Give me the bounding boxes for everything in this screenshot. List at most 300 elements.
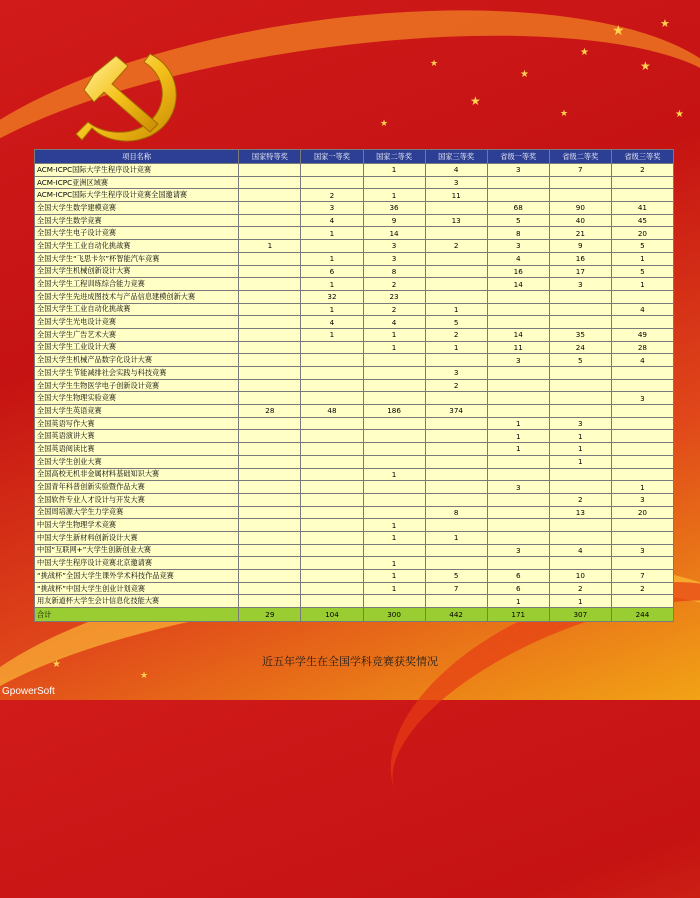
award-count-cell: 1: [301, 303, 363, 316]
award-count-cell: 2: [611, 582, 673, 595]
table-row: [35, 265, 674, 278]
award-count-cell: 6: [301, 265, 363, 278]
competition-name-cell: 全国大学生数学建模竞赛: [35, 202, 239, 215]
award-count-cell: 41: [611, 202, 673, 215]
award-count-cell: 1: [425, 303, 487, 316]
award-count-cell: 1: [301, 328, 363, 341]
column-header: 省级一等奖: [487, 150, 549, 164]
award-count-cell: [239, 468, 301, 481]
award-count-cell: 10: [549, 570, 611, 583]
award-count-cell: [549, 519, 611, 532]
table-row: [35, 341, 674, 354]
table-row: [35, 328, 674, 341]
total-cell: 29: [239, 608, 301, 622]
award-count-cell: 14: [487, 278, 549, 291]
award-count-cell: [549, 557, 611, 570]
award-count-cell: 2: [425, 328, 487, 341]
award-count-cell: 1: [549, 443, 611, 456]
award-count-cell: 1: [549, 455, 611, 468]
award-count-cell: [301, 367, 363, 380]
table-row: [35, 595, 674, 608]
award-count-cell: [239, 164, 301, 177]
award-count-cell: [301, 392, 363, 405]
award-count-cell: [611, 379, 673, 392]
award-count-cell: 8: [425, 506, 487, 519]
competition-name-cell: 中国大学生新材料创新设计大赛: [35, 531, 239, 544]
award-count-cell: 4: [301, 214, 363, 227]
award-count-cell: 14: [363, 227, 425, 240]
award-count-cell: 1: [301, 278, 363, 291]
competition-name-cell: 全国大学生工业自动化挑战赛: [35, 240, 239, 253]
award-count-cell: 9: [549, 240, 611, 253]
award-count-cell: [487, 455, 549, 468]
award-count-cell: 5: [611, 265, 673, 278]
award-count-cell: [549, 405, 611, 418]
award-count-cell: 1: [363, 531, 425, 544]
award-count-cell: 48: [301, 405, 363, 418]
award-count-cell: [549, 316, 611, 329]
table-row: [35, 290, 674, 303]
award-count-cell: 1: [611, 252, 673, 265]
award-count-cell: 23: [363, 290, 425, 303]
table-row: [35, 481, 674, 494]
award-count-cell: [239, 328, 301, 341]
award-count-cell: 16: [549, 252, 611, 265]
star-icon: ★: [675, 109, 684, 120]
award-count-cell: [301, 176, 363, 189]
award-count-cell: 13: [549, 506, 611, 519]
table-row: [35, 379, 674, 392]
column-header: 项目名称: [35, 150, 239, 164]
award-count-cell: 3: [487, 544, 549, 557]
award-count-cell: [611, 417, 673, 430]
table-row: [35, 519, 674, 532]
award-count-cell: 5: [611, 240, 673, 253]
award-count-cell: 20: [611, 506, 673, 519]
award-count-cell: 11: [487, 341, 549, 354]
award-count-cell: 1: [487, 417, 549, 430]
column-header: 省级二等奖: [549, 150, 611, 164]
competition-name-cell: 全国大学生工业设计大赛: [35, 341, 239, 354]
award-count-cell: [301, 557, 363, 570]
total-cell: 171: [487, 608, 549, 622]
award-count-cell: 13: [425, 214, 487, 227]
award-count-cell: [239, 570, 301, 583]
competition-name-cell: 全国大学生电子设计竞赛: [35, 227, 239, 240]
competition-name-cell: 全国英语写作大赛: [35, 417, 239, 430]
award-count-cell: [487, 557, 549, 570]
award-count-cell: [301, 506, 363, 519]
award-count-cell: 1: [301, 227, 363, 240]
award-count-cell: [239, 202, 301, 215]
award-count-cell: [301, 341, 363, 354]
award-count-cell: [487, 290, 549, 303]
award-count-cell: 1: [239, 240, 301, 253]
competition-name-cell: 全国大学生广告艺术大赛: [35, 328, 239, 341]
award-count-cell: [239, 595, 301, 608]
award-count-cell: [487, 531, 549, 544]
award-count-cell: 1: [487, 430, 549, 443]
award-count-cell: 3: [301, 202, 363, 215]
award-count-cell: [363, 367, 425, 380]
award-count-cell: 40: [549, 214, 611, 227]
award-count-cell: [301, 531, 363, 544]
award-count-cell: [611, 367, 673, 380]
award-count-cell: 3: [487, 481, 549, 494]
award-count-cell: [611, 531, 673, 544]
award-count-cell: [363, 354, 425, 367]
award-count-cell: [425, 443, 487, 456]
award-count-cell: [549, 189, 611, 202]
award-count-cell: [611, 455, 673, 468]
competition-name-cell: 全国英语演讲大赛: [35, 430, 239, 443]
award-count-cell: 16: [487, 265, 549, 278]
hammer-sickle-icon: [72, 44, 192, 154]
award-count-cell: [549, 290, 611, 303]
award-count-cell: [239, 379, 301, 392]
award-count-cell: [239, 417, 301, 430]
award-count-cell: [611, 468, 673, 481]
table-row: [35, 443, 674, 456]
award-count-cell: [239, 227, 301, 240]
award-count-cell: [549, 379, 611, 392]
total-cell: 104: [301, 608, 363, 622]
competition-name-cell: 全国周培源大学生力学竞赛: [35, 506, 239, 519]
award-count-cell: [239, 443, 301, 456]
table-row: [35, 240, 674, 253]
award-count-cell: [239, 189, 301, 202]
award-count-cell: 4: [363, 316, 425, 329]
competition-name-cell: 全国大学生英语竞赛: [35, 405, 239, 418]
award-count-cell: 4: [301, 316, 363, 329]
star-icon: ★: [380, 119, 389, 129]
award-count-cell: 2: [549, 493, 611, 506]
award-count-cell: [611, 557, 673, 570]
table-row: [35, 392, 674, 405]
award-count-cell: 1: [363, 519, 425, 532]
table-total-row: [35, 608, 674, 622]
competition-name-cell: ACM-ICPC亚洲区域赛: [35, 176, 239, 189]
award-count-cell: [239, 455, 301, 468]
award-count-cell: 4: [611, 354, 673, 367]
award-count-cell: 36: [363, 202, 425, 215]
award-count-cell: [363, 544, 425, 557]
award-count-cell: 2: [549, 582, 611, 595]
award-count-cell: [487, 392, 549, 405]
award-count-cell: 28: [239, 405, 301, 418]
competition-name-cell: 全国大学生数学竞赛: [35, 214, 239, 227]
award-count-cell: [363, 595, 425, 608]
award-count-cell: [301, 164, 363, 177]
competition-name-cell: 中国“互联网+”大学生创新创业大赛: [35, 544, 239, 557]
award-count-cell: 1: [363, 570, 425, 583]
table-row: [35, 417, 674, 430]
table-row: [35, 252, 674, 265]
table-row: [35, 468, 674, 481]
column-header: 省级三等奖: [611, 150, 673, 164]
award-count-cell: [301, 595, 363, 608]
star-icon: ★: [640, 59, 651, 73]
award-count-cell: [425, 227, 487, 240]
award-count-cell: [301, 570, 363, 583]
award-count-cell: 1: [363, 468, 425, 481]
award-count-cell: 3: [487, 240, 549, 253]
awards-table: [34, 149, 674, 622]
award-count-cell: 3: [549, 417, 611, 430]
award-count-cell: [425, 354, 487, 367]
award-count-cell: 3: [611, 544, 673, 557]
award-count-cell: [363, 443, 425, 456]
competition-name-cell: 全国大学生工程训练综合能力竞赛: [35, 278, 239, 291]
award-count-cell: 3: [611, 392, 673, 405]
award-count-cell: 6: [487, 582, 549, 595]
award-count-cell: [363, 392, 425, 405]
award-count-cell: [239, 341, 301, 354]
award-count-cell: [239, 531, 301, 544]
page-caption: 近五年学生在全国学科竞赛获奖情况: [262, 655, 438, 668]
award-count-cell: [363, 417, 425, 430]
award-count-cell: [301, 519, 363, 532]
award-count-cell: [425, 595, 487, 608]
award-count-cell: [611, 519, 673, 532]
table-row: [35, 367, 674, 380]
award-count-cell: [301, 417, 363, 430]
award-count-cell: [487, 405, 549, 418]
award-count-cell: 1: [363, 557, 425, 570]
award-count-cell: [301, 544, 363, 557]
award-count-cell: 32: [301, 290, 363, 303]
award-count-cell: [239, 430, 301, 443]
award-count-cell: 4: [487, 252, 549, 265]
award-count-cell: 2: [301, 189, 363, 202]
award-count-cell: [239, 176, 301, 189]
award-count-cell: [363, 430, 425, 443]
total-cell: 244: [611, 608, 673, 622]
award-count-cell: 7: [425, 582, 487, 595]
table-row: [35, 493, 674, 506]
competition-name-cell: “挑战杯”中国大学生创业计划竞赛: [35, 582, 239, 595]
table-header-row: [35, 150, 674, 164]
award-count-cell: [425, 417, 487, 430]
star-icon: ★: [660, 17, 670, 30]
competition-name-cell: “挑战杯”全国大学生课外学术科技作品竞赛: [35, 570, 239, 583]
competition-name-cell: 全国软件专业人才设计与开发大赛: [35, 493, 239, 506]
award-count-cell: [425, 544, 487, 557]
competition-name-cell: 全国大学生“飞思卡尔”杯智能汽车竞赛: [35, 252, 239, 265]
award-count-cell: [239, 290, 301, 303]
competition-name-cell: ACM-ICPC国际大学生程序设计竞赛全国邀请赛: [35, 189, 239, 202]
award-count-cell: [301, 493, 363, 506]
award-count-cell: [363, 176, 425, 189]
award-count-cell: 9: [363, 214, 425, 227]
award-count-cell: [549, 176, 611, 189]
competition-name-cell: 全国大学生工业自动化挑战赛: [35, 303, 239, 316]
award-count-cell: 7: [611, 570, 673, 583]
award-count-cell: [487, 519, 549, 532]
competition-name-cell: 全国大学生机械产品数字化设计大赛: [35, 354, 239, 367]
award-count-cell: 6: [487, 570, 549, 583]
award-count-cell: [487, 176, 549, 189]
award-count-cell: [363, 379, 425, 392]
award-count-cell: [301, 468, 363, 481]
award-count-cell: 1: [425, 341, 487, 354]
award-count-cell: [363, 506, 425, 519]
award-count-cell: 2: [363, 278, 425, 291]
award-count-cell: [425, 290, 487, 303]
table-row: [35, 430, 674, 443]
award-count-cell: 1: [549, 430, 611, 443]
table-row: [35, 405, 674, 418]
award-count-cell: [239, 493, 301, 506]
competition-name-cell: 中国大学生物理学术竞赛: [35, 519, 239, 532]
table-row: [35, 582, 674, 595]
star-icon: ★: [140, 671, 149, 681]
award-count-cell: 3: [487, 164, 549, 177]
award-count-cell: 49: [611, 328, 673, 341]
award-count-cell: [301, 455, 363, 468]
award-count-cell: [487, 367, 549, 380]
award-count-cell: [549, 392, 611, 405]
award-count-cell: 4: [549, 544, 611, 557]
table-row: [35, 164, 674, 177]
column-header: 国家三等奖: [425, 150, 487, 164]
award-count-cell: [301, 443, 363, 456]
award-count-cell: 35: [549, 328, 611, 341]
award-count-cell: 90: [549, 202, 611, 215]
award-count-cell: [239, 481, 301, 494]
award-count-cell: [301, 379, 363, 392]
award-count-cell: 3: [425, 367, 487, 380]
award-count-cell: [487, 506, 549, 519]
award-count-cell: [301, 240, 363, 253]
table-row: [35, 189, 674, 202]
awards-table-container: [34, 149, 674, 622]
award-count-cell: 3: [363, 240, 425, 253]
table-row: [35, 214, 674, 227]
award-count-cell: [487, 316, 549, 329]
watermark-text: GpowerSoft: [2, 686, 55, 697]
award-count-cell: [363, 493, 425, 506]
table-row: [35, 316, 674, 329]
award-count-cell: 1: [611, 481, 673, 494]
award-count-cell: 3: [611, 493, 673, 506]
total-cell: 300: [363, 608, 425, 622]
award-count-cell: [425, 557, 487, 570]
award-count-cell: 5: [487, 214, 549, 227]
award-count-cell: 14: [487, 328, 549, 341]
award-count-cell: [611, 430, 673, 443]
award-count-cell: 2: [425, 379, 487, 392]
star-icon: ★: [430, 59, 439, 69]
table-row: [35, 354, 674, 367]
award-count-cell: [363, 455, 425, 468]
award-count-cell: [611, 316, 673, 329]
award-count-cell: [301, 582, 363, 595]
award-count-cell: 1: [611, 278, 673, 291]
award-count-cell: 11: [425, 189, 487, 202]
award-count-cell: [239, 519, 301, 532]
award-count-cell: [611, 595, 673, 608]
award-count-cell: [549, 367, 611, 380]
award-count-cell: 1: [363, 164, 425, 177]
award-count-cell: [239, 557, 301, 570]
table-row: [35, 227, 674, 240]
competition-name-cell: 中国大学生程序设计竞赛北京邀请赛: [35, 557, 239, 570]
total-cell: 442: [425, 608, 487, 622]
table-row: [35, 531, 674, 544]
award-count-cell: [611, 290, 673, 303]
competition-name-cell: 全国大学生生物医学电子创新设计竞赛: [35, 379, 239, 392]
award-count-cell: 3: [549, 278, 611, 291]
star-icon: ★: [470, 94, 481, 108]
award-count-cell: [425, 202, 487, 215]
award-count-cell: 28: [611, 341, 673, 354]
award-count-cell: [239, 392, 301, 405]
award-count-cell: 7: [549, 164, 611, 177]
award-count-cell: [425, 468, 487, 481]
award-count-cell: [487, 379, 549, 392]
award-count-cell: [239, 582, 301, 595]
table-row: [35, 506, 674, 519]
award-count-cell: [239, 265, 301, 278]
award-count-cell: 2: [611, 164, 673, 177]
award-count-cell: [425, 278, 487, 291]
competition-name-cell: 全国高校无机非金属材料基础知识大赛: [35, 468, 239, 481]
award-count-cell: 5: [549, 354, 611, 367]
award-count-cell: 68: [487, 202, 549, 215]
award-count-cell: [611, 189, 673, 202]
award-count-cell: [487, 493, 549, 506]
award-count-cell: [611, 405, 673, 418]
award-count-cell: [239, 354, 301, 367]
award-count-cell: [425, 455, 487, 468]
award-count-cell: 5: [425, 316, 487, 329]
star-icon: ★: [52, 659, 61, 670]
star-icon: ★: [520, 69, 529, 80]
award-count-cell: 21: [549, 227, 611, 240]
competition-name-cell: 全国大学生机械创新设计大赛: [35, 265, 239, 278]
award-count-cell: 45: [611, 214, 673, 227]
award-count-cell: [239, 367, 301, 380]
award-count-cell: 186: [363, 405, 425, 418]
competition-name-cell: 全国大学生创业大赛: [35, 455, 239, 468]
award-count-cell: [239, 303, 301, 316]
award-count-cell: [549, 468, 611, 481]
competition-name-cell: 全国大学生物理实验竞赛: [35, 392, 239, 405]
award-count-cell: [239, 214, 301, 227]
award-count-cell: 1: [363, 328, 425, 341]
award-count-cell: 1: [549, 595, 611, 608]
award-count-cell: [239, 252, 301, 265]
competition-name-cell: 全国大学生光电设计竞赛: [35, 316, 239, 329]
award-count-cell: 4: [425, 164, 487, 177]
award-count-cell: [239, 506, 301, 519]
award-count-cell: 8: [363, 265, 425, 278]
award-count-cell: 2: [363, 303, 425, 316]
award-count-cell: 3: [487, 354, 549, 367]
column-header: 国家一等奖: [301, 150, 363, 164]
award-count-cell: 1: [301, 252, 363, 265]
award-count-cell: [425, 265, 487, 278]
award-count-cell: 1: [363, 189, 425, 202]
competition-name-cell: 全国英语阅读比赛: [35, 443, 239, 456]
award-count-cell: [301, 354, 363, 367]
award-count-cell: [239, 278, 301, 291]
column-header: 国家特等奖: [239, 150, 301, 164]
award-count-cell: 1: [487, 443, 549, 456]
star-icon: ★: [560, 109, 569, 119]
award-count-cell: 17: [549, 265, 611, 278]
